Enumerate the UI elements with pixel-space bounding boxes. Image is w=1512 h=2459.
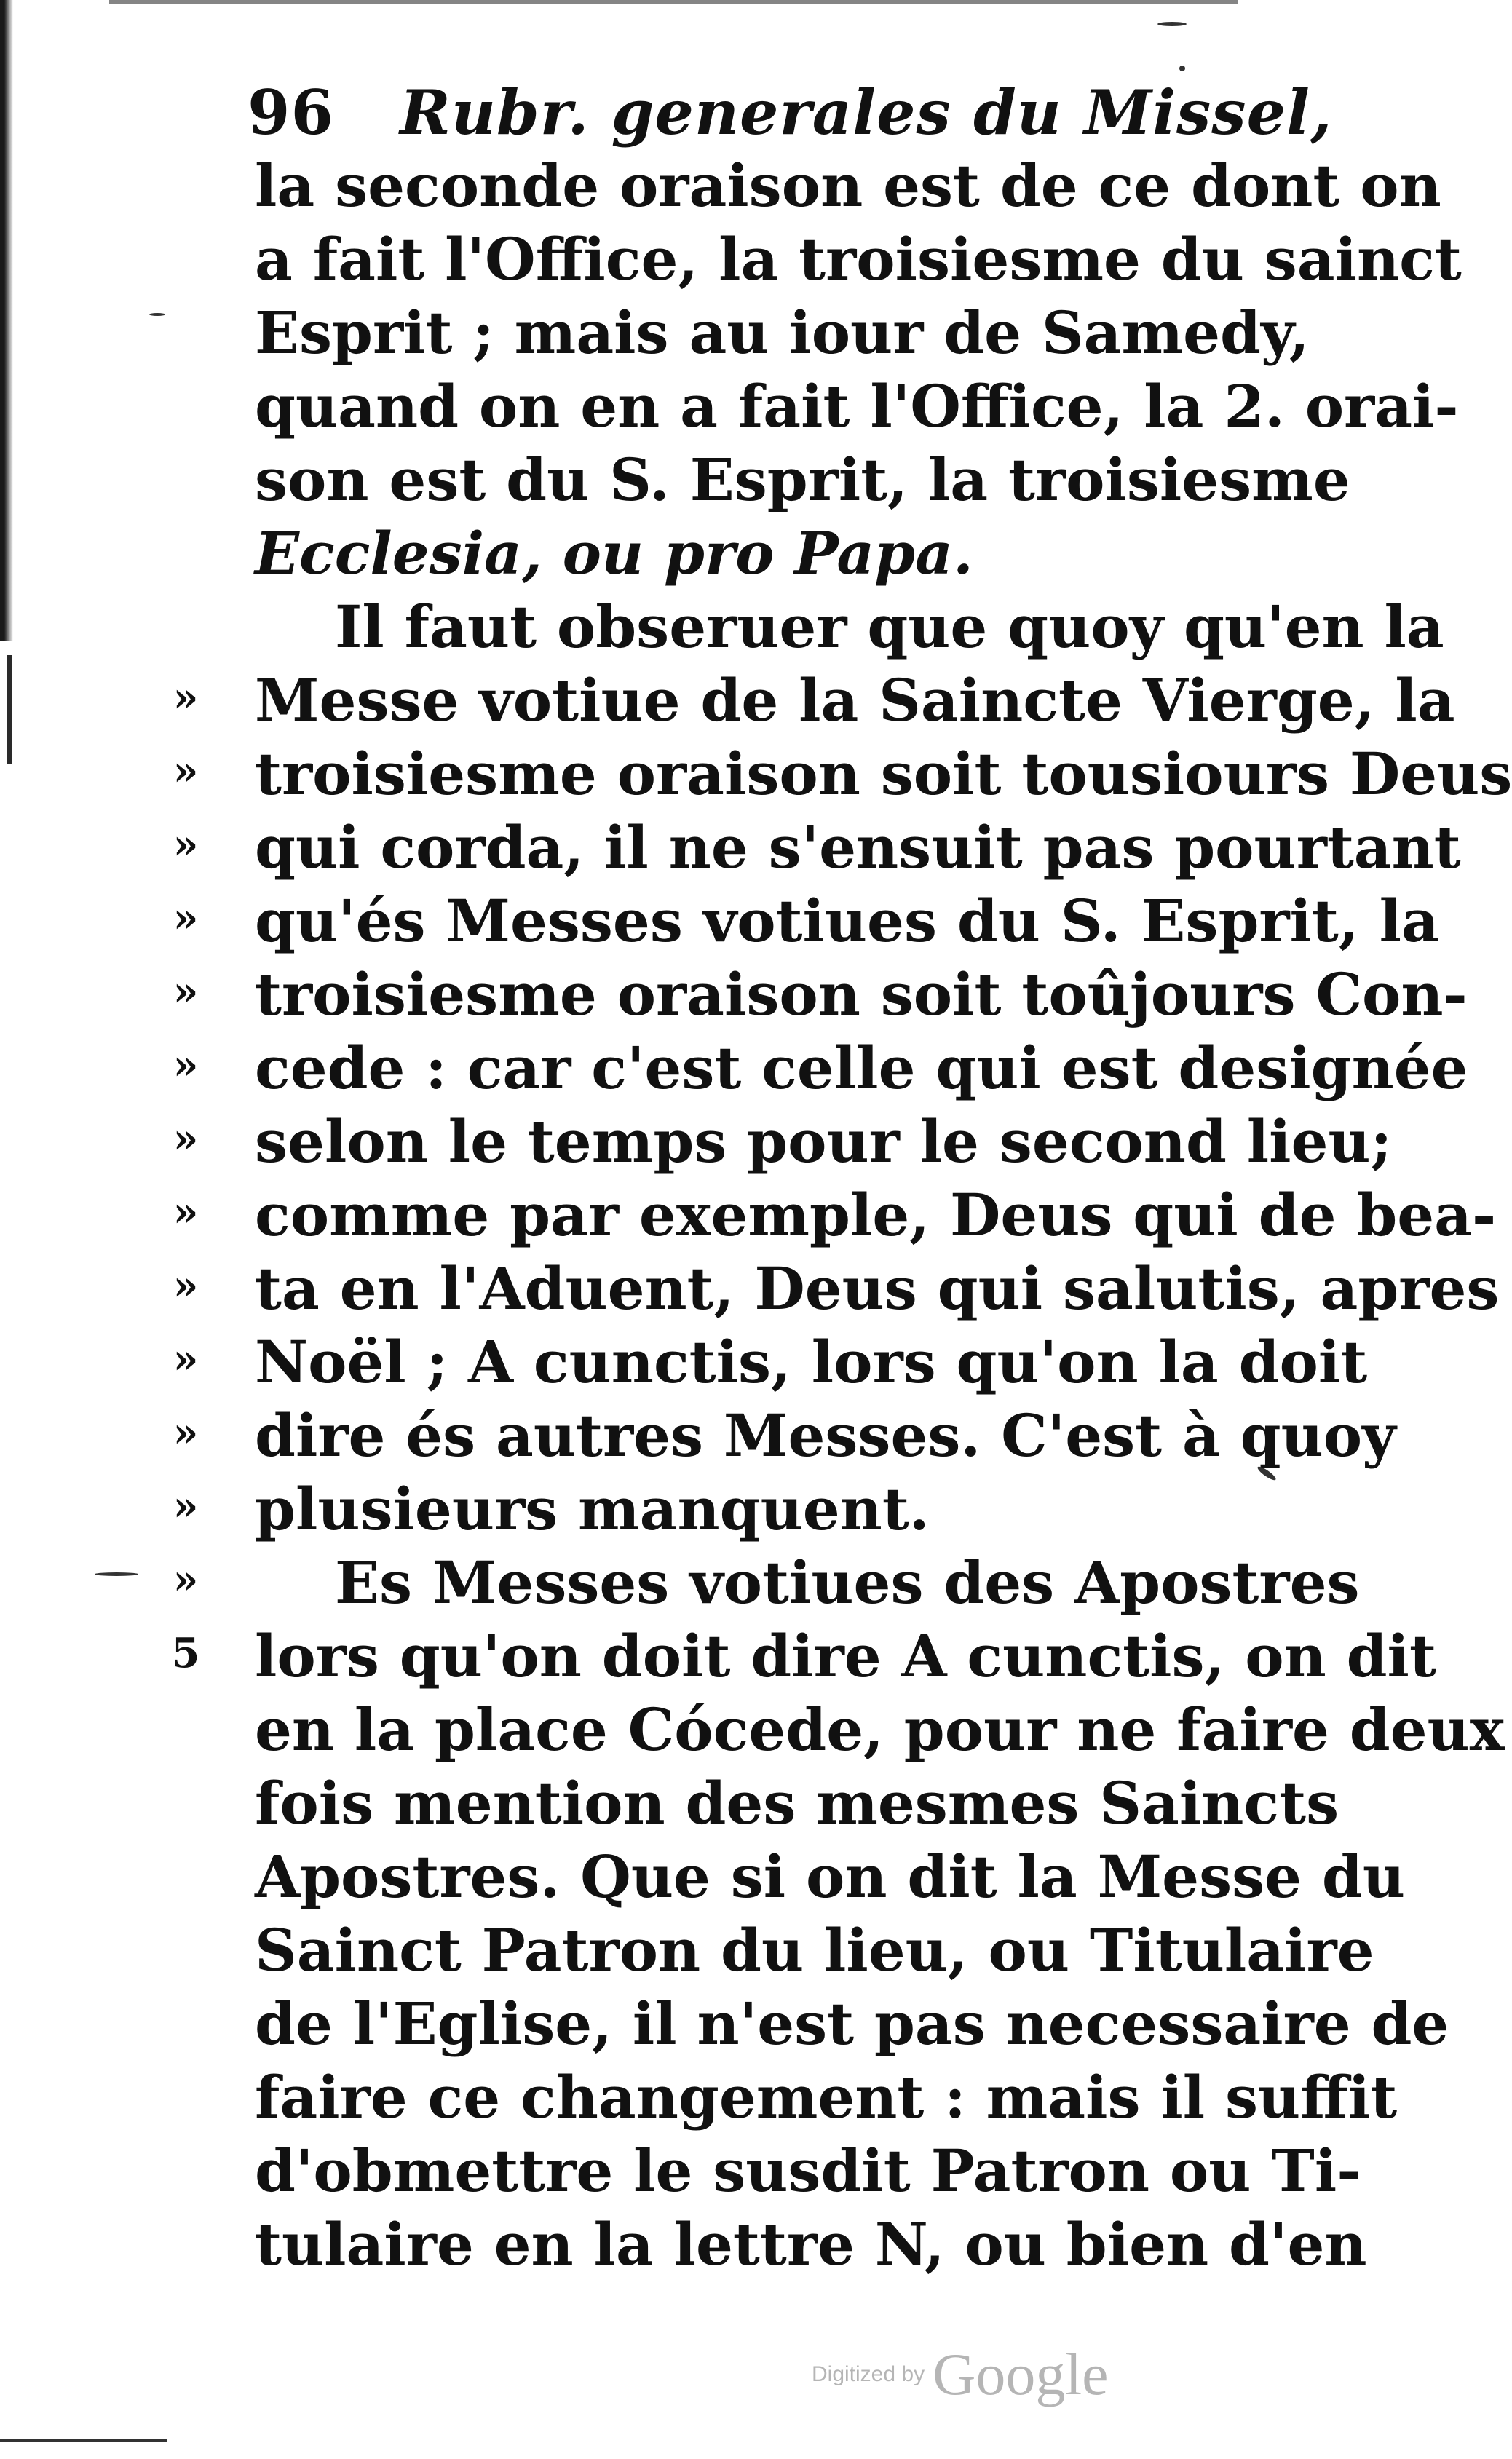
digitization-credit: [812, 2340, 1109, 2409]
text-line: cede : car c'est celle qui est designée: [255, 1034, 1468, 1102]
text-line: troisiesme oraison soit tousiours Deus: [255, 740, 1512, 808]
text-line: Messe votiue de la Saincte Vierge, la: [255, 666, 1455, 734]
margin-mark: »: [173, 1556, 199, 1604]
text-line: comme par exemple, Deus qui de bea-: [255, 1181, 1497, 1249]
text-line: son est du S. Esprit, la troisiesme: [255, 446, 1350, 514]
top-edge-smudge: [109, 0, 1238, 21]
text-line: ta en l'Aduent, Deus qui salutis, apres: [255, 1254, 1500, 1323]
text-line: la seconde oraison est de ce dont on: [255, 151, 1441, 220]
text-line: troisiesme oraison soit toûjours Con-: [255, 960, 1468, 1029]
ink-speck: [1179, 66, 1185, 71]
text-line: tulaire en la lettre N, ou bien d'en: [255, 2210, 1367, 2278]
margin-mark: »: [173, 1041, 199, 1089]
bottom-edge-line: [0, 2439, 167, 2442]
paragraph-start-line: Il faut obseruer que quoy qu'en la: [335, 593, 1444, 661]
margin-mark: »: [173, 894, 199, 942]
text-line: lors qu'on doit dire A cunctis, on dit: [255, 1622, 1436, 1690]
binding-shadow-lower: [7, 655, 12, 764]
ink-speck: [95, 1572, 138, 1576]
text-line: en la place Cócede, pour ne faire deux: [255, 1695, 1505, 1764]
ink-speck: [149, 313, 165, 316]
running-header: [248, 76, 1332, 149]
margin-mark: »: [173, 1335, 199, 1383]
paragraph-start-line: Es Messes votiues des Apostres: [335, 1548, 1360, 1617]
margin-mark: »: [173, 967, 199, 1015]
text-line: d'obmettre le susdit Patron ou Ti-: [255, 2137, 1361, 2205]
page-number: 96: [248, 76, 334, 149]
text-line: qu'és Messes votiues du S. Esprit, la: [255, 887, 1439, 955]
margin-mark: »: [173, 1409, 199, 1457]
text-line: Esprit ; mais au iour de Samedy,: [255, 298, 1310, 367]
text-line: selon le temps pour le second lieu;: [255, 1107, 1393, 1176]
margin-mark: »: [173, 1482, 199, 1530]
text-line: faire ce changement : mais il suffit: [255, 2063, 1398, 2131]
margin-mark: »: [173, 1188, 199, 1236]
text-line: plusieurs manquent.: [255, 1475, 930, 1543]
margin-quotation-marks: [157, 661, 215, 1690]
binding-shadow: [0, 0, 19, 641]
text-line: fois mention des mesmes Saincts: [255, 1769, 1339, 1837]
ink-speck: [1157, 22, 1187, 26]
margin-mark: 5: [171, 1629, 200, 1677]
text-line: Sainct Patron du lieu, ou Titulaire: [255, 1916, 1374, 1984]
margin-mark: »: [173, 1114, 199, 1163]
body-text: [255, 149, 1512, 2281]
running-title: Rubr. generales du Missel,: [400, 76, 1333, 149]
text-line: Noël ; A cunctis, lors qu'on la doit: [255, 1328, 1368, 1396]
margin-mark: »: [173, 673, 199, 721]
text-line: Ecclesia, ou pro Papa.: [255, 519, 973, 587]
text-line: de l'Eglise, il n'est pas necessaire de: [255, 1989, 1449, 2058]
margin-mark: »: [173, 820, 199, 868]
text-line: dire és autres Messes. C'est à quoy: [255, 1401, 1396, 1470]
margin-mark: »: [173, 747, 199, 795]
text-line: quand on en a fait l'Office, la 2. orai-: [255, 372, 1459, 440]
text-line: qui corda, il ne s'ensuit pas pourtant: [255, 813, 1461, 882]
margin-mark: »: [173, 1262, 199, 1310]
google-logo-text: Google: [933, 2341, 1109, 2407]
digitized-by-label: Digitized by: [812, 2362, 925, 2386]
text-line: a fait l'Office, la troisiesme du sainct: [255, 225, 1462, 293]
text-line: Apostres. Que si on dit la Messe du: [255, 1842, 1405, 1911]
